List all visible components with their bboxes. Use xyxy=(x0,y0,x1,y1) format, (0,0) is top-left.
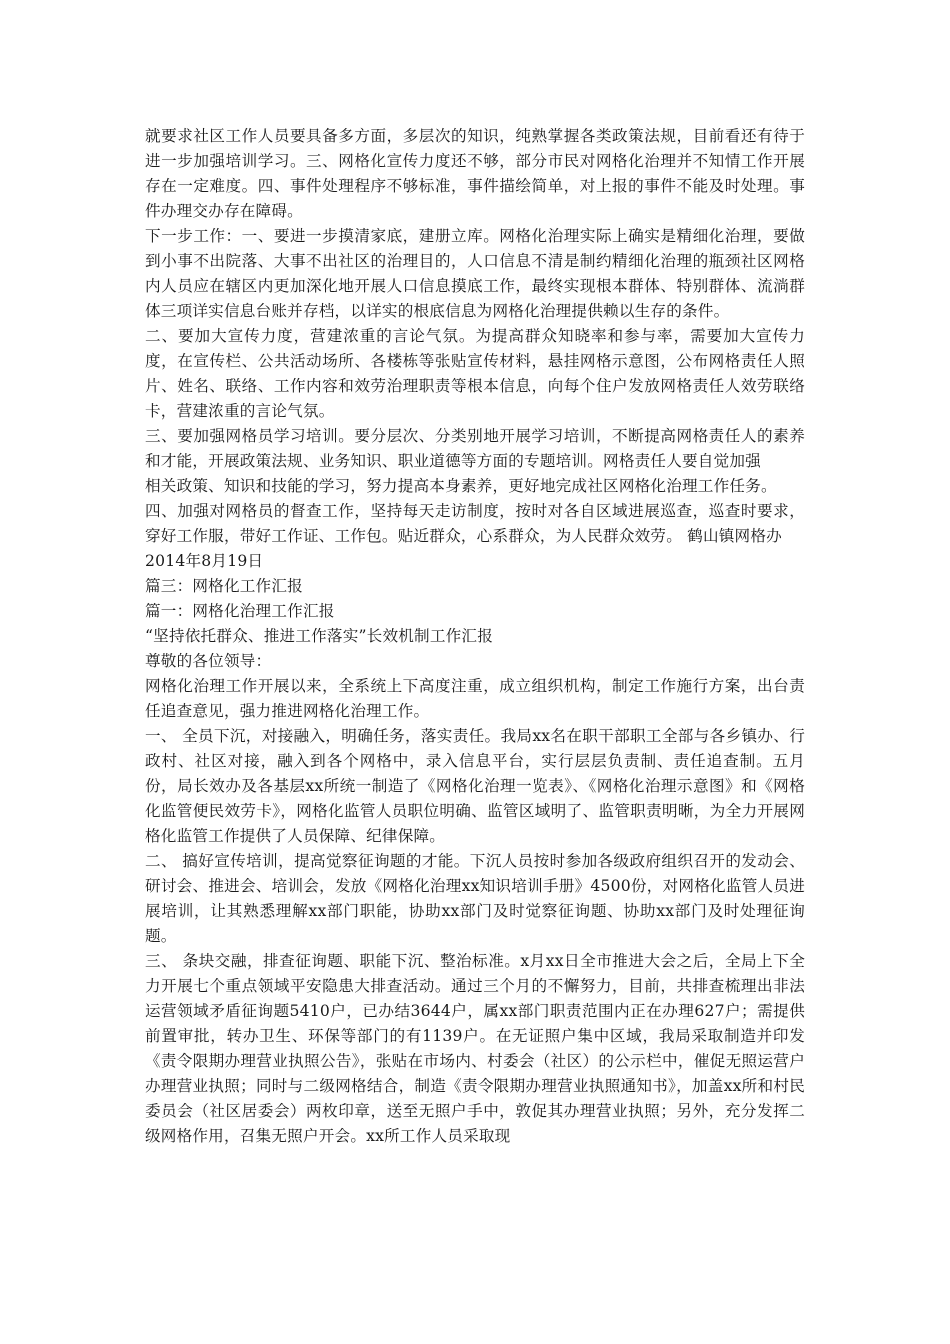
paragraph-supervision: 四、加强对网格员的督查工作，坚持每天走访制度，按时对各自区域进展巡查，巡查时要求，穿好工作服，带好工作证、工作包。贴近群众，心系群众，为人民群众效劳。 鹤山镇网格办 xyxy=(145,502,805,545)
salutation: 尊敬的各位领导： xyxy=(145,652,272,670)
paragraph-training-continued: 相关政策、知识和技能的学习，努力提高本身素养，更好地完成社区网格化治理工作任务。 xyxy=(145,477,777,495)
report-title: “坚持依托群众、推进工作落实”长效机制工作汇报 xyxy=(145,627,494,645)
document-body xyxy=(145,124,805,1149)
paragraph-training: 三、要加强网格员学习培训。要分层次、分类别地开展学习培训，不断提高网格责任人的素养和才能，开展政策法规、业务知识、职业道德等方面的专题培训。网格责任人要自觉加强 xyxy=(145,427,805,470)
paragraph-point-two: 二、 搞好宣传培训，提高觉察征询题的才能。下沉人员按时参加各级政府组织召开的发动会、研讨会、推进会、培训会，发放《网格化治理xx知识培训手册》4500份，对网格化监管人员进展培训，让其熟悉理解xx部门职能，协助xx部门及时觉察征询题、协助xx部门及时处理征询题。 xyxy=(145,852,805,945)
paragraph-next-steps: 下一步工作：一、要进一步摸清家底，建册立库。网格化治理实际上确实是精细化治理，要做到小事不出院落、大事不出社区的治理目的，人口信息不清是制约精细化治理的瓶颈社区网格内人员应在辖区内更加深化地开展人口信息摸底工作，最终实现根本群体、特别群体、流淌群体三项详实信息台账并存档，以详实的根底信息为网格化治理提供赖以生存的条件。 xyxy=(145,227,805,320)
section-heading-part-one: 篇一：网格化治理工作汇报 xyxy=(145,602,335,620)
paragraph-date: 2014年8月19日 xyxy=(145,552,264,570)
paragraph-publicity: 二、要加大宣传力度，营建浓重的言论气氛。为提高群众知晓率和参与率，需要加大宣传力度，在宣传栏、公共活动场所、各楼栋等张贴宣传材料，悬挂网格示意图，公布网格责任人照片、姓名、联络、工作内容和效劳治理职责等根本信息，向每个住户发放网格责任人效劳联络卡，营建浓重的言论气氛。 xyxy=(145,327,805,420)
paragraph-point-one: 一、 全员下沉，对接融入，明确任务，落实责任。我局xx名在职干部职工全部与各乡镇办、行政村、社区对接，融入到各个网格中，录入信息平台，实行层层负责制、责任追查制。五月份，局长效办及各基层xx所统一制造了《网格化治理一览表》、《网格化治理示意图》和《网格化监管便民效劳卡》，网格化监管人员职位明确、监管区域明了、监管职责明晰，为全力开展网格化监管工作提供了人员保障、纪律保障。 xyxy=(145,727,805,845)
paragraph-intro: 网格化治理工作开展以来，全系统上下高度注重，成立组织机构，制定工作施行方案，出台责任追查意见，强力推进网格化治理工作。 xyxy=(145,677,805,720)
paragraph-problems: 就要求社区工作人员要具备多方面，多层次的知识，纯熟掌握各类政策法规，目前看还有待于进一步加强培训学习。三、网格化宣传力度还不够，部分市民对网格化治理并不知情工作开展存在一定难度。四、事件处理程序不够标准，事件描绘简单，对上报的事件不能及时处理。事件办理交办存在障碍。 xyxy=(145,127,805,220)
section-heading-part-three: 篇三：网格化工作汇报 xyxy=(145,577,303,595)
paragraph-point-three: 三、 条块交融，排查征询题、职能下沉、整治标准。x月xx日全市推进大会之后，全局上下全力开展七个重点领域平安隐患大排查活动。通过三个月的不懈努力，目前，共排查梳理出非法运营领域矛盾征询题5410户，已办结3644户，属xx部门职责范围内正在办理627户；需提供前置审批，转办卫生、环保等部门的有1139户。在无证照户集中区域，我局采取制造并印发《责令限期办理营业执照公告》，张贴在市场内、村委会（社区）的公示栏中，催促无照运营户办理营业执照；同时与二级网格结合，制造《责令限期办理营业执照通知书》，加盖xx所和村民委员会（社区居委会）两枚印章，送至无照户手中，敦促其办理营业执照；另外，充分发挥二级网格作用，召集无照户开会。xx所工作人员采取现 xyxy=(145,952,805,1145)
